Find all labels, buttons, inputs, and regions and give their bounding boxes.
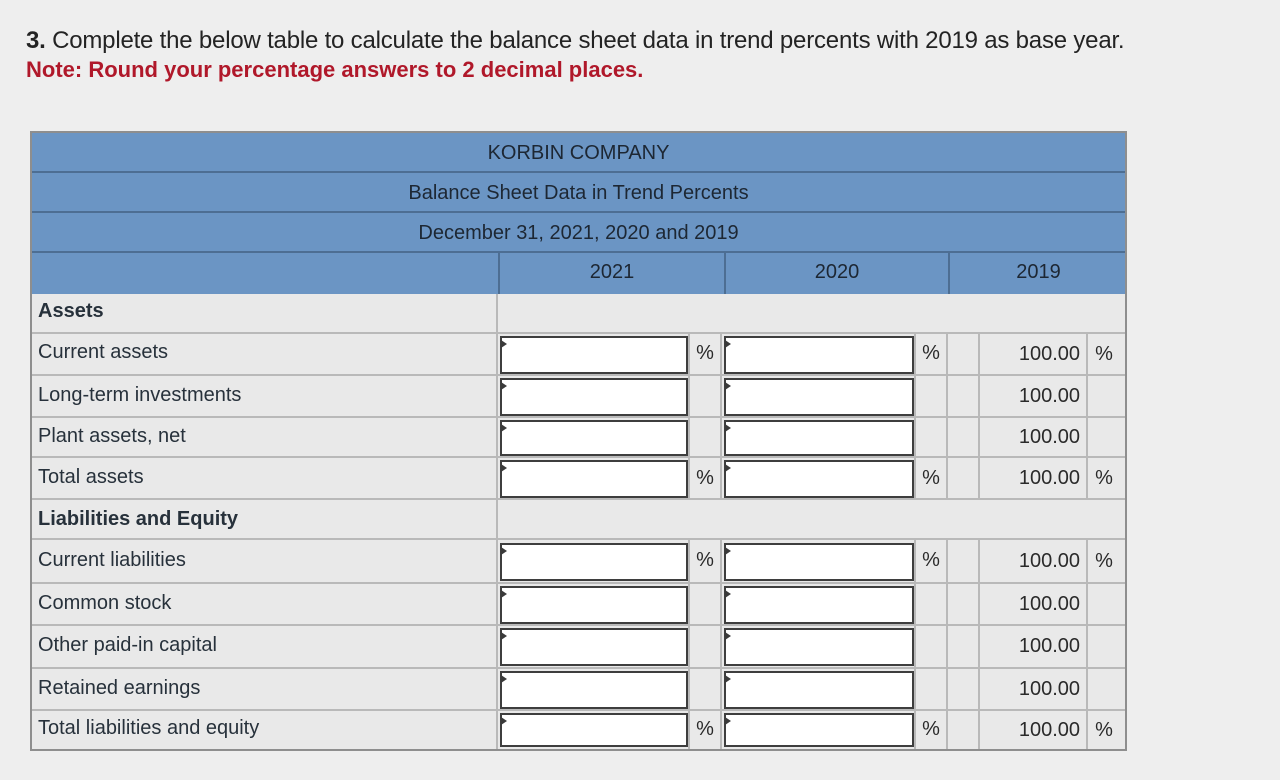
table-subtitle: Balance Sheet Data in Trend Percents [408, 182, 749, 204]
table-date: December 31, 2021, 2020 and 2019 [418, 222, 739, 244]
pct-symbol: % [1086, 711, 1120, 749]
other-paid-in-capital-2021-input[interactable] [500, 628, 688, 666]
long-term-investments-2021-input[interactable] [500, 378, 688, 416]
retained-earnings-2021-input[interactable] [500, 671, 688, 709]
row-label: Long-term investments [38, 384, 242, 406]
question-number: 3. [26, 27, 46, 54]
row-label: Current assets [38, 341, 169, 363]
table-row [30, 458, 1127, 500]
current-assets-2020-input[interactable] [724, 336, 914, 374]
section-label-liabilities: Liabilities and Equity [38, 508, 239, 530]
other-paid-in-capital-2020-input[interactable] [724, 628, 914, 666]
year-2019-header: 2019 [948, 253, 1127, 294]
table-row [30, 418, 1127, 458]
pct-symbol: % [696, 718, 714, 740]
pct-symbol: % [922, 549, 940, 571]
company-name: KORBIN COMPANY [487, 142, 670, 164]
table-header-subtitle [30, 171, 1127, 211]
row-label: Plant assets, net [38, 425, 186, 447]
row-label: Other paid-in capital [38, 634, 217, 656]
pct-symbol: % [1086, 458, 1120, 498]
base-value: 100.00 [978, 540, 1084, 582]
section-row-liabilities [30, 500, 1127, 540]
base-value: 100.00 [978, 376, 1084, 416]
pct-symbol: % [922, 342, 940, 364]
base-value: 100.00 [978, 584, 1084, 624]
year-header-row [30, 251, 1127, 294]
table-row [30, 376, 1127, 418]
plant-assets-2020-input[interactable] [724, 420, 914, 456]
table-row [30, 669, 1127, 711]
pct-symbol: % [922, 467, 940, 489]
table-row [30, 584, 1127, 626]
long-term-investments-2020-input[interactable] [724, 378, 914, 416]
total-assets-2020-input[interactable] [724, 460, 914, 498]
question-text [26, 26, 1276, 56]
pct-symbol: % [1086, 334, 1120, 374]
section-row-assets [30, 294, 1127, 334]
table-header-date [30, 211, 1127, 251]
current-liabilities-2020-input[interactable] [724, 543, 914, 581]
base-value: 100.00 [978, 458, 1084, 498]
pct-symbol: % [1086, 540, 1120, 582]
table-row [30, 626, 1127, 669]
current-assets-2021-input[interactable] [500, 336, 688, 374]
question-block [26, 26, 1276, 84]
table-header-company [30, 131, 1127, 171]
retained-earnings-2020-input[interactable] [724, 671, 914, 709]
base-value: 100.00 [978, 669, 1084, 709]
question-prompt: Complete the below table to calculate the balance sheet data in trend percents with 2019 as base year. [52, 27, 1125, 54]
pct-symbol: % [696, 342, 714, 364]
base-value: 100.00 [978, 418, 1084, 456]
base-value: 100.00 [978, 711, 1084, 749]
current-liabilities-2021-input[interactable] [500, 543, 688, 581]
row-label: Retained earnings [38, 677, 201, 699]
common-stock-2021-input[interactable] [500, 586, 688, 624]
year-2020-header: 2020 [724, 253, 948, 294]
plant-assets-2021-input[interactable] [500, 420, 688, 456]
base-value: 100.00 [978, 334, 1084, 374]
row-label: Total liabilities and equity [38, 717, 260, 739]
pct-symbol: % [922, 718, 940, 740]
table-row [30, 540, 1127, 584]
total-liabilities-equity-2020-input[interactable] [724, 713, 914, 747]
common-stock-2020-input[interactable] [724, 586, 914, 624]
row-label: Total assets [38, 466, 144, 488]
row-label: Common stock [38, 592, 172, 614]
total-liabilities-equity-2021-input[interactable] [500, 713, 688, 747]
pct-symbol: % [696, 467, 714, 489]
base-value: 100.00 [978, 626, 1084, 667]
pct-symbol: % [696, 549, 714, 571]
question-note: Note: Round your percentage answers to 2 decimal places. [26, 57, 644, 82]
trend-percent-table [30, 131, 1127, 751]
table-row [30, 334, 1127, 376]
table-row [30, 711, 1127, 751]
total-assets-2021-input[interactable] [500, 460, 688, 498]
year-2021-header: 2021 [498, 253, 724, 294]
section-label-assets: Assets [38, 300, 104, 322]
row-label: Current liabilities [38, 549, 186, 571]
